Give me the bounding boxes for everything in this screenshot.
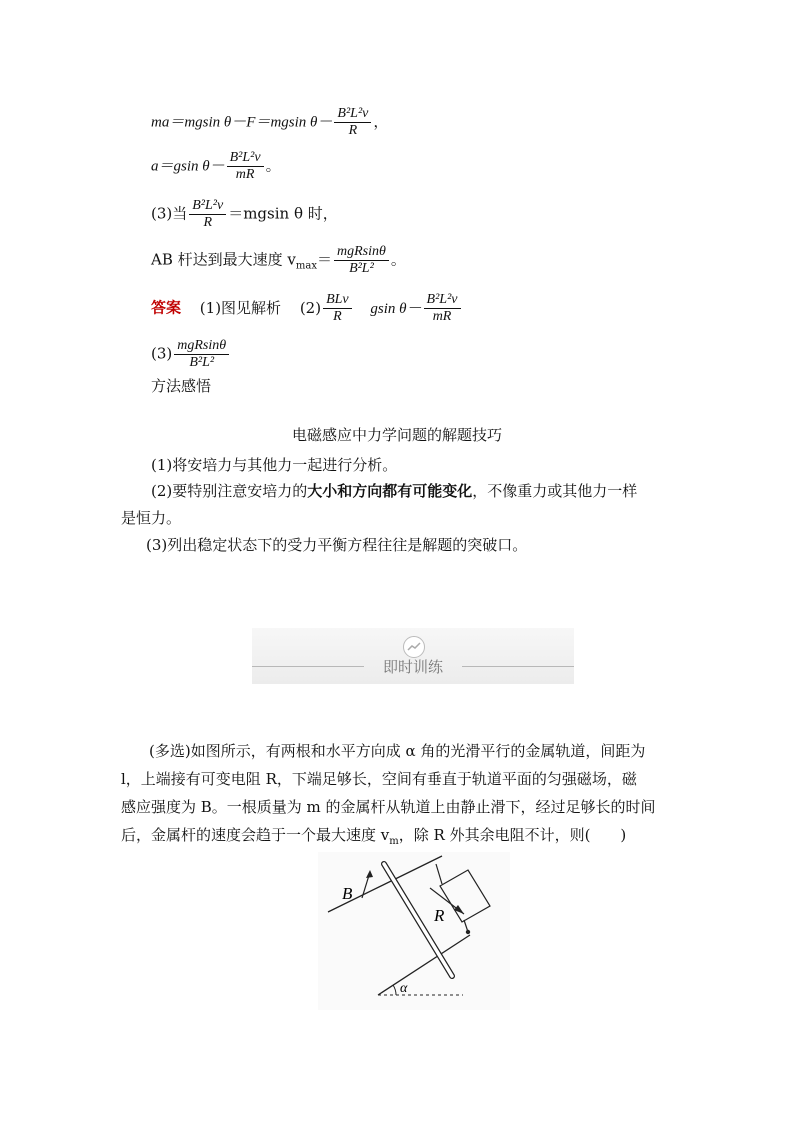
eq3-fraction: $\frac{\text{B²L²v}}{R}$	[189, 198, 226, 231]
practice-banner	[252, 628, 574, 684]
answer-line-2: (3) $\frac{\text{mgRsinθ}}{\text{B²L²}}$	[151, 338, 231, 371]
equation-line-3: (3)当 $\frac{\text{B²L²v}}{R}$ ＝mgsin θ 时，	[151, 198, 338, 230]
eq1-fraction: $\frac{\text{B²L²v}}{R}$	[334, 106, 371, 139]
answer-fraction-3: $\frac{\text{mgRsinθ}}{\text{B²L²}}$	[174, 338, 229, 371]
eq1-left: ma＝mgsin θ－F＝mgsin θ－	[151, 114, 333, 131]
b-label: B	[342, 884, 353, 903]
eq2-fraction: $\frac{\text{B²L²v}}{mR}$	[227, 150, 264, 183]
equation-line-4: AB 杆达到最大速度 $v_{max}=$ $\frac{\text{mgRsinθ}}{\text{B²L²}}$ 。	[151, 244, 406, 276]
equation-line-2: a＝gsin θ－ $\frac{\text{B²L²v}}{mR}$ 。	[151, 150, 281, 182]
alpha-label: α	[400, 981, 408, 996]
trend-icon	[403, 636, 425, 658]
b-arrow-head	[366, 870, 373, 878]
method-label: 方法感悟	[151, 377, 212, 395]
method-item-2-cont: 是恒力。	[121, 509, 182, 527]
method-item-3: (3)列出稳定状态下的受力平衡方程往往是解题的突破口。	[146, 536, 528, 554]
answer-label: 答案	[151, 298, 182, 317]
equation-line-1: ma＝mgsin θ－F＝mgsin θ－ $\frac{\text{B²L²v}}{R}$ ，	[151, 106, 389, 138]
method-item-2: (2)要特别注意安培力的大小和方向都有可能变化，不像重力或其他力一样	[151, 482, 638, 500]
lower-rail	[378, 935, 470, 995]
eq4-fraction: $\frac{\text{mgRsinθ}}{\text{B²L²}}$	[334, 244, 389, 277]
banner-title: 即时训练	[382, 658, 443, 676]
resistor-box	[440, 870, 490, 922]
method-item-1: (1)将安培力与其他力一起进行分析。	[151, 456, 398, 474]
method-title: 电磁感应中力学问题的解题技巧	[291, 426, 502, 444]
answer-fraction-1: $\frac{\text{BLv}}{R}$	[323, 292, 352, 325]
rail-diagram	[318, 852, 510, 1010]
banner-divider-right	[462, 666, 574, 667]
problem-text: (多选)如图所示，有两根和水平方向成 α 角的光滑平行的金属轨道，间距为 l，上端接有可变电阻 R，下端足够长，空间有垂直于轨道平面的匀强磁场，磁 感应强度为 B。一根质量为 m 的金属杆从轨道上由静止滑下，经过足够长的时间 后，金属杆的速度会趋于一个最大速度 $v_m$，除 R 外其余电阻不计，则( )	[121, 742, 656, 847]
answer-fraction-2: $\frac{\text{B²L²v}}{mR}$	[424, 292, 461, 325]
answer-line-1: 答案 (1)图见解析 (2) $\frac{\text{BLv}}{R}$ gsin θ－ $\frac{\text{B²L²v}}{mR}$	[151, 292, 463, 325]
r-label: R	[434, 906, 445, 925]
angle-arc	[393, 985, 396, 995]
junction-dot	[466, 930, 470, 934]
